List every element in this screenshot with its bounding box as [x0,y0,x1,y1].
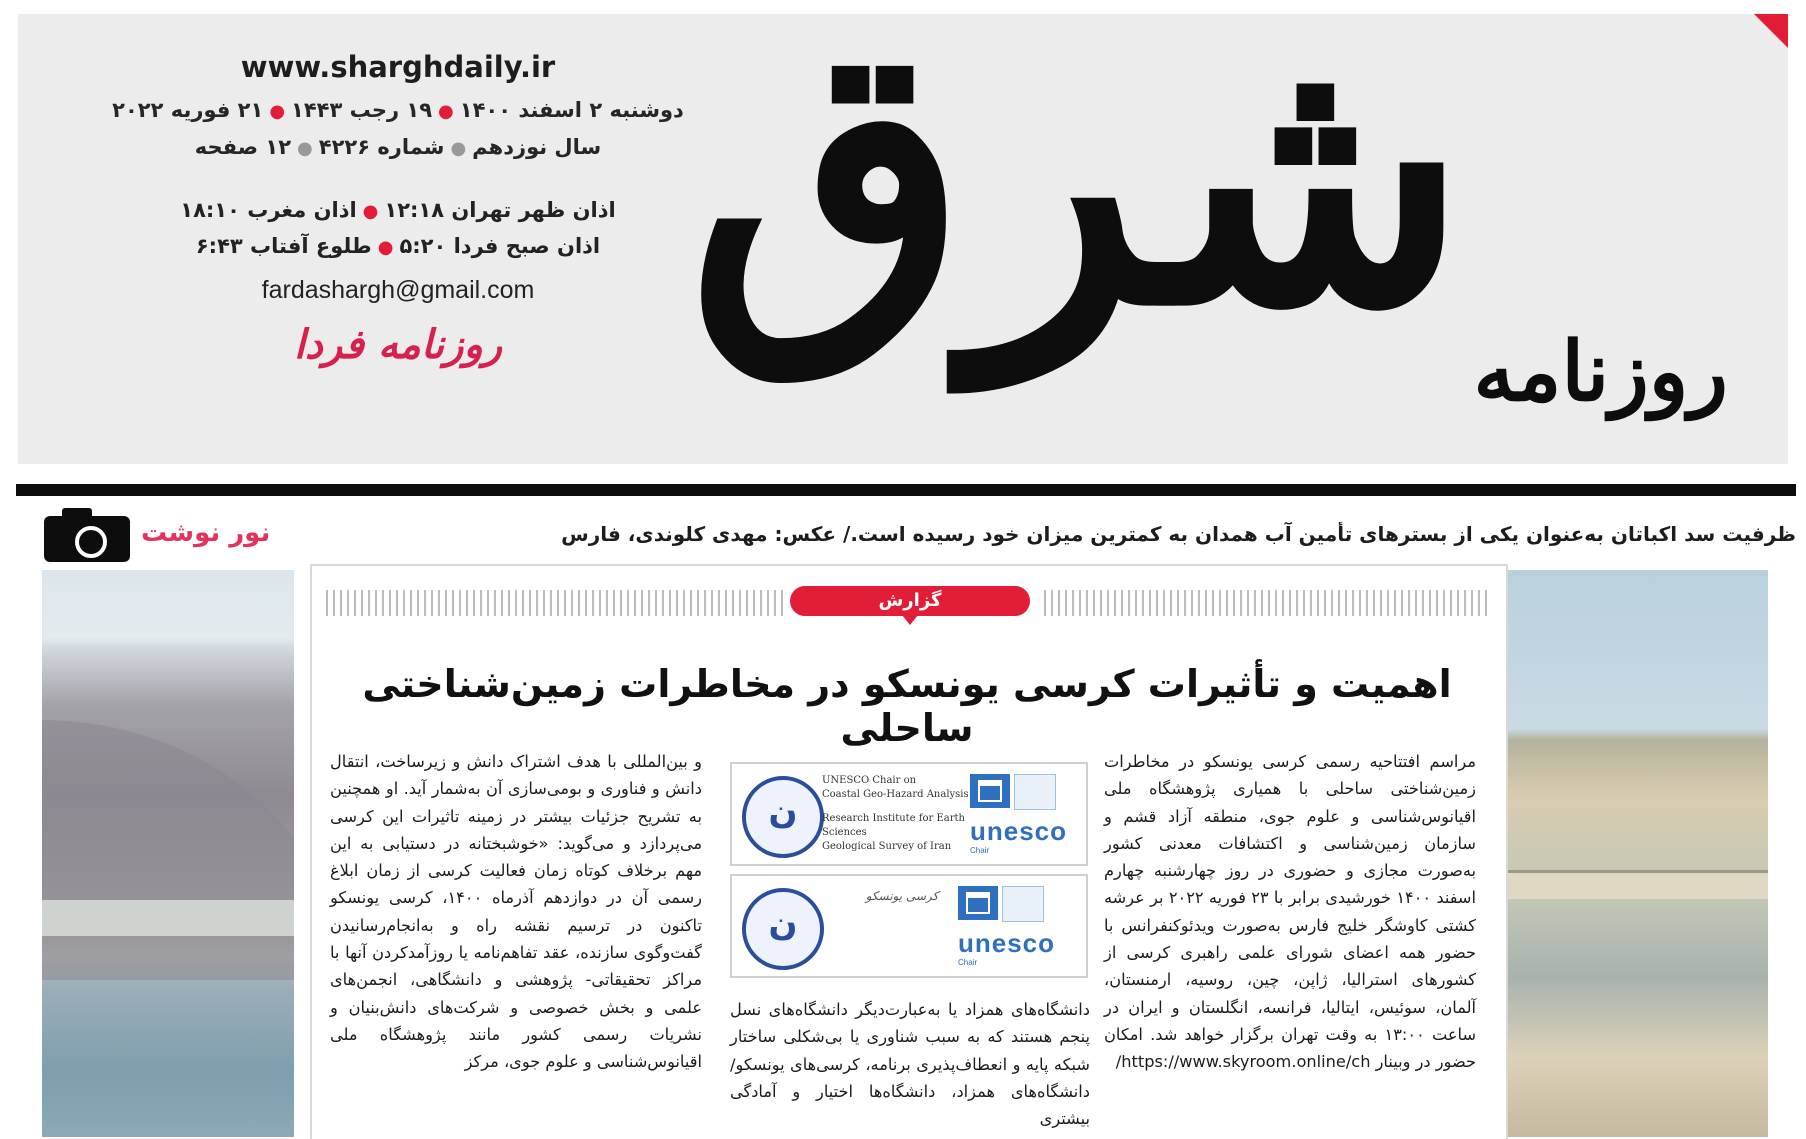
date-line [78,98,718,122]
chair-text-persian: کرسی یونسکو [865,889,939,903]
unesco-chair-badge-english [730,762,1088,866]
photo-caption: ظرفیت سد اکباتان به‌عنوان یکی از بسترهای تأمین آب همدان به کمترین میزان خود رسیده است./ عکس: مهدی کلوندی، فارس [561,522,1796,546]
unesco-wordmark: unesco [958,928,1056,958]
institute-seal-icon [742,888,824,970]
issue-year: سال نوزدهم [472,135,602,159]
issue-number: شماره ۴۲۲۶ [318,135,445,159]
sunrise: طلوع آفتاب ۶:۴۳ [195,234,372,258]
unesco-chair-label: Chair [958,958,978,967]
separator-dot-icon: ● [438,101,454,122]
photo-section-label: نور نوشت [141,518,271,548]
article-column-1: مراسم افتتاحیه رسمی کرسی یونسکو در مخاطرات زمین‌شناختی ساحلی با همیاری پژوهشگاه ملی اقیانوس‌شناسی و علوم جوی، منطقه آزاد قشم و سازمان زمین‌شناسی و اکتشافات معدنی کشور به‌صورت مجازی و حضوری در روز چهارشنبه چهارم اسفند ۱۴۰۰ خورشیدی برابر با ۲۳ فوریه ۲۰۲۲ بر عرشه کشتی کاوشگر خلیج فارس به‌صورت ویدئوکنفرانس با حضور همه اعضای شورای علمی راهبری کرسی از کشورهای استرالیا، ژاپن، چین، روسیه، ارمنستان، آلمان، سوئیس، ایتالیا، فرانسه، انگلستان و ایران در ساعت ۱۳:۰۰ به وقت تهران برگزار خواهد شد. امکان حضور در وبینار https://www.skyroom.online/ch/ [1104,752,1477,1072]
contact-email[interactable]: fardashargh@gmail.com [261,276,535,304]
chair-emblem-icon [1014,774,1056,810]
corner-triangle-icon [1754,14,1788,48]
prayer-fajr: اذان صبح فردا ۵:۲۰ [399,234,601,258]
chair-line: UNESCO Chair on [822,775,917,786]
unesco-temple-icon [958,886,998,920]
prayer-times-line-1 [78,198,718,222]
separator-dot-icon: ● [377,237,394,258]
separator-dot-icon: ● [450,138,467,159]
prayer-noon: اذان ظهر تهران ۱۲:۱۸ [384,198,616,222]
masthead-info [78,34,718,368]
section-kicker: گزارش [790,586,1030,616]
hatch-divider [326,590,786,616]
chair-line: Coastal Geo-Hazard Analysis [822,789,969,800]
prayer-maghrib: اذان مغرب ۱۸:۱۰ [180,198,357,222]
issue-line [78,135,718,159]
chair-text [822,774,982,854]
date-solar: دوشنبه ۲ اسفند ۱۴۰۰ [459,98,684,122]
institute-line: Research Institute for Earth Sciences [822,813,965,838]
photo-caption-strip [16,506,1796,568]
prayer-times-line-2 [78,234,718,258]
article-column-2: دانشگاه‌های همزاد یا به‌عبارت‌دیگر دانشگاه‌های نسل پنجم هستند که به سبب شناوری یا بی‌شکلی ساختار شبکه پایه و انعطاف‌پذیری برنامه، کرسی‌های یونسکو/ دانشگاه‌های همزاد، دانشگاه‌ها اختیار و آمادگی بیشتری [730,1000,1090,1129]
page-count: ۱۲ صفحه [194,135,292,159]
newspaper-logo [688,0,1728,474]
separator-dot-icon: ● [269,101,286,122]
chair-emblem-icon [1002,886,1044,922]
dam-photo-left [42,570,294,1137]
article-headline: اهمیت و تأثیرات کرسی یونسکو در مخاطرات زمین‌شناختی ساحلی [362,662,1452,750]
unesco-wordmark: unesco [970,816,1068,846]
camera-icon [44,506,130,562]
farda-logo: روزنامه فردا [293,321,503,368]
article-box [310,564,1508,1139]
article-column-3: و بین‌المللی با هدف اشتراک دانش و زیرساخت، انتقال دانش و فناوری و بومی‌سازی آن به‌شمار آید. او همچنین به تشریح جزئیات بیشتر در زمینه تاثیرات این کرسی می‌پردازد و می‌گوید: «خوشبختانه در دستیابی به این مهم برخلاف کوتاه زمان فعالیت کرسی از زمان ابلاغ رسمی آن در دوازدهم آذرماه ۱۴۰۰، کرسی یونسکو تاکنون در ترسیم نقشه راه و به‌انجام‌رسانیدن گفت‌وگوی سازنده، عقد تفاهم‌نامه یا روزآمدکردن آنها با مراکز تحقیقاتی- پژوهشی و دانشگاهی، انجمن‌های علمی و بخش خصوصی و شرکت‌های دانش‌بنیان و نشریات رسمی کشور مانند پژوهشگاه ملی اقیانوس‌شناسی و علوم جوی، مرکز [330,752,702,1072]
masthead-rule [16,484,1796,496]
unesco-temple-icon [970,774,1010,808]
institute-line: Geological Survey of Iran [822,841,952,852]
date-lunar: ۱۹ رجب ۱۴۴۳ [291,98,433,122]
separator-dot-icon: ● [362,201,379,222]
institute-seal-icon [742,776,824,858]
unesco-chair-label: Chair [970,846,990,855]
masthead [18,0,1788,464]
logo-subtitle: روزنامه [1473,324,1728,420]
hatch-divider [1044,590,1492,616]
website-url[interactable]: www.sharghdaily.ir [240,50,556,84]
unesco-chair-badge-persian [730,874,1088,978]
separator-dot-icon: ● [297,138,313,159]
dam-photo-right [1508,570,1768,1137]
logo-word: شرق [688,0,1468,385]
date-gregorian: ۲۱ فوریه ۲۰۲۲ [112,98,264,122]
